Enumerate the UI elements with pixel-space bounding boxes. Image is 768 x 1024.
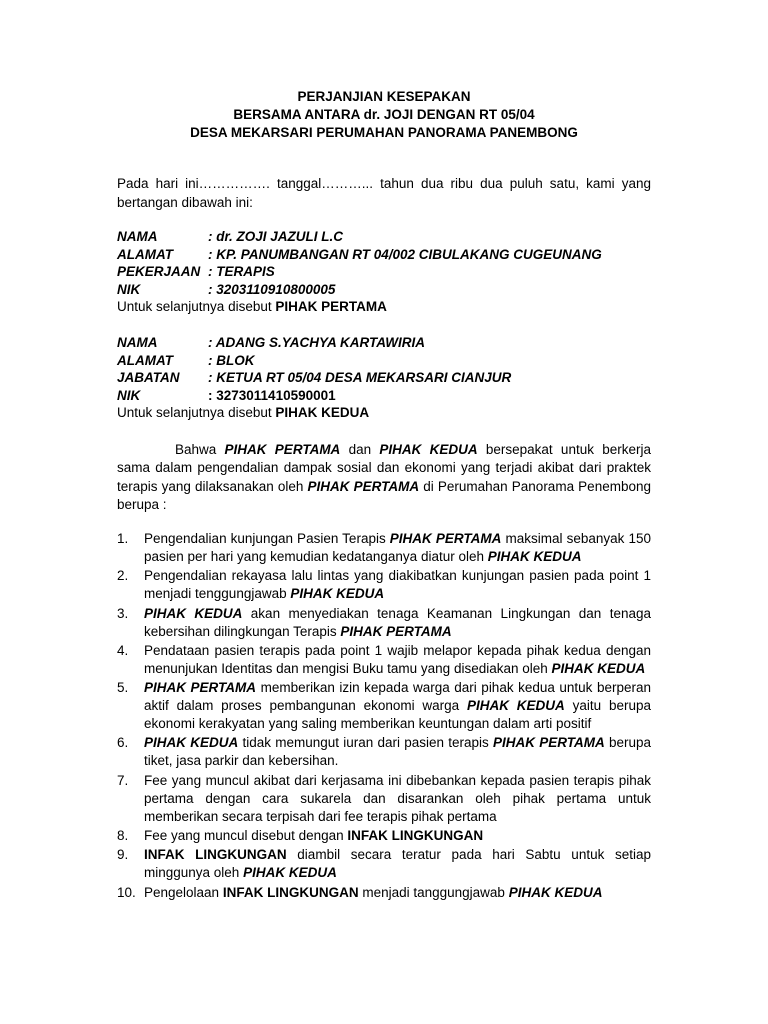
list-item-text: menjadi tanggungjawab bbox=[358, 884, 509, 900]
list-item bbox=[117, 827, 651, 845]
party-two-nik-value: : 3273011410590001 bbox=[208, 387, 336, 403]
list-item-number: 8. bbox=[117, 828, 129, 843]
party-two-block bbox=[117, 334, 651, 422]
party-two-jabatan-label: JABATAN bbox=[117, 370, 180, 386]
party-one-alamat-label: ALAMAT bbox=[117, 246, 173, 262]
list-item-text: Pengendalian kunjungan Pasien Terapis bbox=[144, 531, 390, 546]
party-one-nama-value: : dr. ZOJI JAZULI L.C bbox=[208, 229, 344, 244]
list-item-party-ref: PIHAK KEDUA bbox=[551, 660, 646, 676]
intro-paragraph: Pada hari ini……………. tanggal………... tahun dua ribu dua puluh satu, kami yang bertangan dibawah ini: bbox=[117, 176, 651, 210]
party-two-nama-label: NAMA bbox=[117, 335, 158, 350]
list-item-text: berupa tiket, jasa parkir dan kebersihan. bbox=[144, 735, 651, 769]
agreement-paragraph bbox=[117, 441, 651, 514]
list-item-text: Fee yang muncul disebut dengan bbox=[144, 828, 348, 843]
party-two-note-prefix: Untuk selanjutnya disebut bbox=[117, 405, 276, 421]
party-two-note bbox=[117, 404, 651, 422]
agreement-text-2: dan bbox=[340, 442, 380, 457]
list-item-party-ref: PIHAK PERTAMA bbox=[144, 680, 257, 696]
terms-list bbox=[117, 530, 651, 903]
party-two-role: PIHAK KEDUA bbox=[275, 405, 370, 421]
list-item-text: akan menyediakan tenaga Keamanan Lingkungan dan tenaga kebersihan dilingkungan Terapis bbox=[144, 605, 651, 639]
list-item-text: diambil secara teratur pada hari Sabtu untuk setiap minggunya oleh bbox=[144, 847, 652, 881]
party-two-nama-value: : ADANG S.YACHYA KARTAWIRIA bbox=[208, 335, 425, 350]
document-title-line-3: DESA MEKARSARI PERUMAHAN PANORAMA PANEMBONG bbox=[190, 125, 578, 140]
list-item-party-ref: PIHAK PERTAMA bbox=[389, 531, 502, 546]
party-one-nik-value: : 3203110910800005 bbox=[208, 281, 336, 297]
agreement-text-1: Bahwa bbox=[175, 442, 225, 457]
party-two-jabatan-value: : KETUA RT 05/04 DESA MEKARSARI CIANJUR bbox=[208, 370, 512, 386]
list-item-number: 1. bbox=[117, 531, 129, 546]
list-item-infak-ref: INFAK LINGKUNGAN bbox=[222, 884, 359, 900]
list-item-text: Pendataan pasien terapis pada point 1 wajib melapor kepada pihak kedua dengan menunjukan Identitas dan mengisi Buku tamu yang disediakan oleh bbox=[144, 642, 651, 676]
list-item-text: Fee yang muncul akibat dari kerjasama ini dibebankan kepada pasien terapis pihak pertama dengan cara sukarela dan disarankan oleh pihak pertama untuk memberikan secara terpisah dari fee terapis pihak pertama bbox=[144, 772, 651, 824]
document-title-line-1: PERJANJIAN KESEPAKAN bbox=[297, 89, 471, 104]
list-item-number: 10. bbox=[117, 884, 136, 900]
party-one-pekerjaan-label: PEKERJAAN bbox=[117, 264, 201, 280]
list-item-party-ref: PIHAK KEDUA bbox=[290, 586, 385, 602]
list-item-party-ref: PIHAK KEDUA bbox=[487, 548, 582, 564]
list-item bbox=[117, 642, 651, 678]
list-item-number: 9. bbox=[117, 847, 129, 863]
list-item bbox=[117, 530, 651, 566]
agreement-party-one-ref: PIHAK PERTAMA bbox=[224, 442, 341, 457]
list-item-text: tidak memungut iuran dari pasien terapis bbox=[238, 735, 493, 751]
list-item-party-ref: PIHAK KEDUA bbox=[144, 605, 243, 621]
agreement-text-3: bersepakat untuk berkerja sama dalam pengendalian dampak sosial dan ekonomi yang terjadi akibat dari praktek terapis yang dilaksanakan oleh bbox=[117, 442, 651, 494]
document-title-line-2: BERSAMA ANTARA dr. JOJI DENGAN RT 05/04 bbox=[233, 107, 535, 122]
list-item-text: maksimal sebanyak 150 pasien per hari yang kemudian kedatanganya diatur oleh bbox=[144, 531, 651, 564]
list-item bbox=[117, 734, 651, 770]
party-one-block bbox=[117, 228, 651, 316]
list-item-party-ref: PIHAK KEDUA bbox=[144, 735, 239, 751]
list-item bbox=[117, 567, 651, 603]
party-one-note bbox=[117, 298, 651, 316]
party-one-role: PIHAK PERTAMA bbox=[275, 299, 387, 315]
list-item-party-ref: PIHAK PERTAMA bbox=[340, 623, 452, 639]
list-item-text: yaitu berupa ekonomi kerakyatan yang saling memberikan keuntungan dalam arti positif bbox=[144, 698, 651, 732]
party-one-nama-label: NAMA bbox=[117, 229, 158, 244]
list-item-party-ref: PIHAK KEDUA bbox=[508, 884, 603, 900]
party-two-nik-label: NIK bbox=[117, 387, 141, 403]
list-item-number: 5. bbox=[117, 680, 129, 696]
list-item-number: 6. bbox=[117, 735, 129, 751]
list-item bbox=[117, 605, 651, 641]
list-item-number: 7. bbox=[117, 772, 129, 788]
list-item-text: Pengendalian rekayasa lalu lintas yang diakibatkan kunjungan pasien pada point 1 menjadi tenggungjawab bbox=[144, 568, 651, 602]
party-one-pekerjaan-value: : TERAPIS bbox=[208, 264, 275, 280]
party-two-alamat-label: ALAMAT bbox=[117, 352, 173, 368]
list-item-number: 3. bbox=[117, 605, 129, 621]
party-one-nik-label: NIK bbox=[117, 281, 141, 297]
list-item-number: 4. bbox=[117, 642, 129, 658]
party-one-alamat-value: : KP. PANUMBANGAN RT 04/002 CIBULAKANG CUGEUNANG bbox=[208, 246, 602, 262]
list-item-text: Pengelolaan bbox=[144, 884, 223, 900]
list-item bbox=[117, 679, 651, 733]
agreement-party-two-ref: PIHAK KEDUA bbox=[379, 442, 478, 457]
party-two-alamat-value: : BLOK bbox=[208, 352, 255, 368]
list-item bbox=[117, 846, 651, 882]
party-one-note-prefix: Untuk selanjutnya disebut bbox=[117, 299, 276, 315]
agreement-text-4: di Perumahan Panorama Penembong berupa : bbox=[117, 478, 651, 512]
list-item-infak-ref: INFAK LINGKUNGAN bbox=[347, 828, 484, 843]
list-item-party-ref: PIHAK KEDUA bbox=[467, 698, 565, 714]
list-item-number: 2. bbox=[117, 568, 129, 584]
list-item-text: memberikan izin kepada warga dari pihak kedua untuk berperan aktif dalam proses pembangunan ekonomi warga bbox=[144, 680, 652, 714]
list-item-party-ref: PIHAK KEDUA bbox=[243, 865, 337, 881]
agreement-party-one-ref-2: PIHAK PERTAMA bbox=[307, 478, 420, 494]
list-item-party-ref: PIHAK PERTAMA bbox=[492, 735, 605, 751]
list-item bbox=[117, 884, 651, 902]
list-item-infak-ref: INFAK LINGKUNGAN bbox=[144, 847, 287, 863]
list-item bbox=[117, 772, 651, 826]
